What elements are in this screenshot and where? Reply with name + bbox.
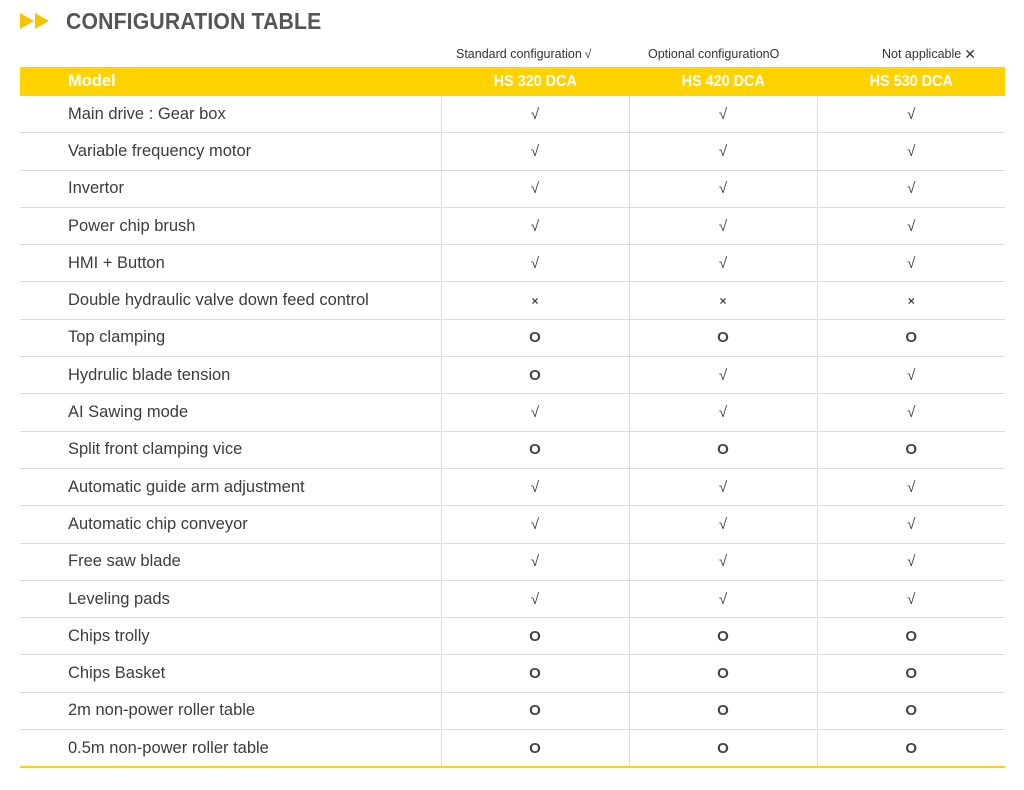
value-cell-hs420	[629, 543, 817, 580]
feature-cell: Main drive : Gear box	[20, 96, 441, 133]
value-cell-hs530	[817, 618, 1005, 655]
value-cell-hs530	[817, 133, 1005, 170]
column-header-hs420: HS 420 DCA	[629, 67, 817, 96]
check-icon: √	[530, 142, 540, 160]
value-cell-hs320	[441, 580, 629, 617]
check-icon: √	[718, 404, 728, 422]
cross-icon: ×	[531, 294, 539, 309]
title-row	[20, 6, 344, 36]
table-row	[20, 580, 1005, 617]
table-row	[20, 96, 1005, 133]
optional-icon: O	[529, 441, 541, 459]
value-cell-hs320	[441, 96, 629, 133]
feature-cell: Chips trolly	[20, 618, 441, 655]
value-cell-hs420	[629, 655, 817, 692]
feature-cell: AI Sawing mode	[20, 394, 441, 431]
feature-cell: Double hydraulic valve down feed control	[20, 282, 441, 319]
value-cell-hs420	[629, 207, 817, 244]
value-cell-hs420	[629, 431, 817, 468]
check-icon: √	[530, 590, 540, 608]
value-cell-hs420	[629, 282, 817, 319]
column-header-model: Model	[20, 67, 441, 96]
optional-icon: O	[529, 739, 541, 757]
check-icon: √	[718, 142, 728, 160]
value-cell-hs530	[817, 96, 1005, 133]
value-cell-hs320	[441, 207, 629, 244]
check-icon: √	[907, 404, 916, 422]
value-cell-hs320	[441, 170, 629, 207]
table-row	[20, 245, 1005, 282]
legend-na-label: Not applicable	[882, 47, 962, 61]
value-cell-hs420	[629, 245, 817, 282]
check-icon: √	[718, 254, 728, 272]
value-cell-hs420	[629, 692, 817, 729]
check-icon: √	[907, 515, 916, 533]
feature-cell: Automatic chip conveyor	[20, 506, 441, 543]
value-cell-hs530	[817, 655, 1005, 692]
value-cell-hs420	[629, 580, 817, 617]
table-row	[20, 357, 1005, 394]
value-cell-hs420	[629, 468, 817, 505]
cross-icon: ✕	[964, 45, 976, 62]
value-cell-hs320	[441, 506, 629, 543]
table-row	[20, 394, 1005, 431]
table-row	[20, 730, 1005, 768]
check-icon: √	[530, 105, 540, 123]
cross-icon: ×	[719, 294, 727, 309]
optional-icon: O	[905, 739, 918, 757]
value-cell-hs530	[817, 543, 1005, 580]
value-cell-hs320	[441, 245, 629, 282]
value-cell-hs320	[441, 730, 629, 768]
value-cell-hs320	[441, 133, 629, 170]
value-cell-hs530	[817, 207, 1005, 244]
table-header-row	[20, 67, 1005, 96]
check-icon: √	[718, 366, 728, 384]
table-body	[20, 96, 1005, 767]
check-icon: √	[718, 590, 728, 608]
value-cell-hs320	[441, 468, 629, 505]
table-row	[20, 170, 1005, 207]
feature-cell: Top clamping	[20, 319, 441, 356]
check-icon: √	[718, 553, 728, 571]
value-cell-hs320	[441, 692, 629, 729]
column-header-hs320: HS 320 DCA	[441, 67, 629, 96]
value-cell-hs420	[629, 319, 817, 356]
double-arrow-icon	[20, 11, 54, 31]
value-cell-hs530	[817, 245, 1005, 282]
table-row	[20, 506, 1005, 543]
feature-cell: HMI + Button	[20, 245, 441, 282]
optional-icon: O	[717, 441, 729, 459]
cross-icon: ×	[907, 294, 915, 309]
value-cell-hs530	[817, 431, 1005, 468]
value-cell-hs320	[441, 543, 629, 580]
check-icon: √	[530, 180, 540, 198]
configuration-table	[20, 67, 1005, 768]
optional-icon: O	[529, 329, 541, 347]
feature-cell: 0.5m non-power roller table	[20, 730, 441, 768]
legend-standard	[456, 45, 591, 63]
optional-icon: O	[769, 47, 780, 61]
value-cell-hs420	[629, 730, 817, 768]
table-row	[20, 431, 1005, 468]
feature-cell: Hydrulic blade tension	[20, 357, 441, 394]
table-row	[20, 655, 1005, 692]
optional-icon: O	[717, 702, 729, 720]
optional-icon: O	[717, 665, 729, 683]
check-icon: √	[584, 47, 592, 61]
optional-icon: O	[905, 329, 918, 347]
check-icon: √	[718, 478, 728, 496]
feature-cell: 2m non-power roller table	[20, 692, 441, 729]
value-cell-hs530	[817, 692, 1005, 729]
check-icon: √	[907, 478, 916, 496]
table-row	[20, 543, 1005, 580]
optional-icon: O	[717, 329, 729, 347]
feature-cell: Free saw blade	[20, 543, 441, 580]
check-icon: √	[907, 254, 916, 272]
legend-optional-label: Optional configuration	[648, 47, 770, 61]
optional-icon: O	[529, 665, 541, 683]
check-icon: √	[907, 217, 916, 235]
check-icon: √	[907, 553, 916, 571]
value-cell-hs320	[441, 431, 629, 468]
check-icon: √	[718, 180, 728, 198]
feature-cell: Leveling pads	[20, 580, 441, 617]
table-row	[20, 692, 1005, 729]
legend-standard-label: Standard configuration	[456, 47, 582, 61]
value-cell-hs320	[441, 319, 629, 356]
value-cell-hs320	[441, 357, 629, 394]
table-row	[20, 133, 1005, 170]
value-cell-hs420	[629, 133, 817, 170]
check-icon: √	[907, 366, 916, 384]
optional-icon: O	[529, 366, 541, 384]
check-icon: √	[907, 105, 916, 123]
value-cell-hs320	[441, 618, 629, 655]
value-cell-hs420	[629, 170, 817, 207]
value-cell-hs530	[817, 468, 1005, 505]
value-cell-hs320	[441, 655, 629, 692]
table-row	[20, 618, 1005, 655]
value-cell-hs530	[817, 319, 1005, 356]
check-icon: √	[530, 217, 540, 235]
optional-icon: O	[529, 702, 541, 720]
value-cell-hs320	[441, 282, 629, 319]
value-cell-hs420	[629, 394, 817, 431]
table-row	[20, 319, 1005, 356]
optional-icon: O	[717, 739, 729, 757]
legend-not-applicable	[882, 45, 976, 63]
check-icon: √	[718, 515, 728, 533]
value-cell-hs420	[629, 618, 817, 655]
feature-cell: Automatic guide arm adjustment	[20, 468, 441, 505]
check-icon: √	[718, 217, 728, 235]
value-cell-hs420	[629, 96, 817, 133]
value-cell-hs530	[817, 357, 1005, 394]
value-cell-hs530	[817, 506, 1005, 543]
value-cell-hs530	[817, 170, 1005, 207]
table-row	[20, 207, 1005, 244]
value-cell-hs530	[817, 580, 1005, 617]
table-row	[20, 468, 1005, 505]
feature-cell: Split front clamping vice	[20, 431, 441, 468]
feature-cell: Power chip brush	[20, 207, 441, 244]
check-icon: √	[718, 105, 728, 123]
check-icon: √	[530, 553, 540, 571]
optional-icon: O	[717, 627, 729, 645]
check-icon: √	[530, 478, 540, 496]
check-icon: √	[530, 515, 540, 533]
check-icon: √	[907, 180, 916, 198]
feature-cell: Chips Basket	[20, 655, 441, 692]
check-icon: √	[530, 404, 540, 422]
value-cell-hs420	[629, 506, 817, 543]
check-icon: √	[907, 142, 916, 160]
value-cell-hs320	[441, 394, 629, 431]
page-title: CONFIGURATION TABLE	[66, 7, 322, 34]
check-icon: √	[907, 590, 916, 608]
optional-icon: O	[905, 441, 918, 459]
optional-icon: O	[529, 627, 541, 645]
feature-cell: Variable frequency motor	[20, 133, 441, 170]
value-cell-hs530	[817, 282, 1005, 319]
check-icon: √	[530, 254, 540, 272]
value-cell-hs420	[629, 357, 817, 394]
optional-icon: O	[905, 702, 918, 720]
value-cell-hs530	[817, 730, 1005, 768]
legend-optional	[648, 45, 779, 63]
feature-cell: Invertor	[20, 170, 441, 207]
value-cell-hs530	[817, 394, 1005, 431]
table-row	[20, 282, 1005, 319]
optional-icon: O	[905, 627, 918, 645]
column-header-hs530: HS 530 DCA	[817, 67, 1005, 96]
optional-icon: O	[905, 665, 918, 683]
